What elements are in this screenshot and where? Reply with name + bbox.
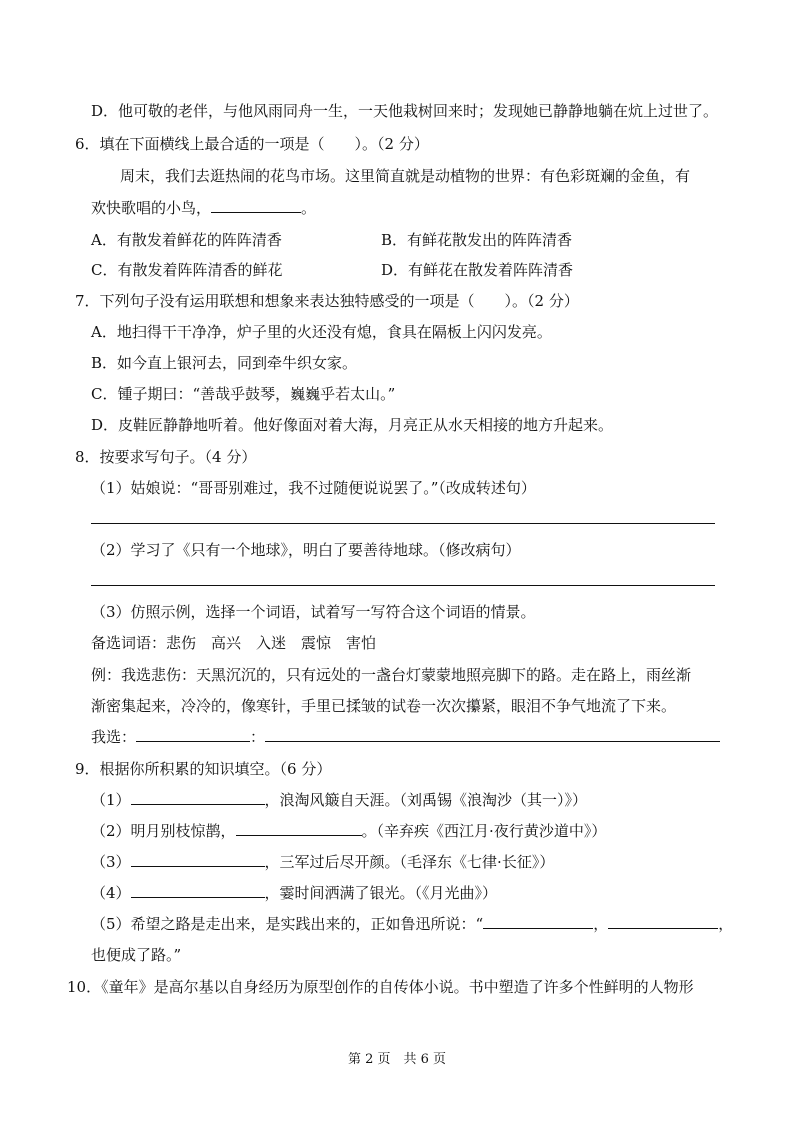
q8-choose-label: 我选： <box>91 728 137 746</box>
q6-passage-line1: 周末，我们去逛热闹的花鸟市场。这里简直就是动植物的世界：有色彩斑斓的金鱼，有 <box>120 167 691 185</box>
q6-stem: 6．填在下面横线上最合适的一项是（ ）。（2 分） <box>75 135 429 153</box>
q6-option-c: C．有散发着阵阵清香的鲜花 <box>91 261 283 279</box>
q9-item2-text: （2）明月别枝惊鹊， <box>91 822 236 840</box>
q9-item5-comma: ， <box>593 915 609 933</box>
q6-option-a: A．有散发着鲜花的阵阵清香 <box>91 231 282 249</box>
q9-blank-5a[interactable] <box>483 914 593 929</box>
q8-stem: 8．按要求写句子。（4 分） <box>75 448 257 466</box>
q9-item1 <box>91 790 587 810</box>
q8-choose-line <box>91 727 720 747</box>
q9-blank-3[interactable] <box>131 852 265 867</box>
q9-item2-end: 。（辛弃疾《西江月·夜行黄沙道中》） <box>361 822 607 840</box>
q7-option-d: D．皮鞋匠静静地听着。他好像面对着大海，月亮正从水天相接的地方升起来。 <box>91 416 614 434</box>
q7-option-c: C．锺子期曰：“善哉乎鼓琴，巍巍乎若太山。” <box>91 385 396 403</box>
q8-choose-colon: ： <box>250 728 266 746</box>
q8-example-line2: 渐密集起来，冷冷的，像寒针，手里已揉皱的试卷一次次攥紧，眼泪不争气地流了下来。 <box>91 697 677 715</box>
q9-item1-text: ，浪淘风簸自天涯。（刘禹锡《浪淘沙（其一）》） <box>264 791 588 809</box>
q9-item3-text: ，三军过后尽开颜。（毛泽东《七律·长征》） <box>264 853 555 871</box>
q8-answer-line-2[interactable] <box>91 585 715 586</box>
q8-sub3: （3）仿照示例，选择一个词语，试着写一写符合这个词语的情景。 <box>91 603 536 621</box>
q9-stem: 9．根据你所积累的知识填空。（6 分） <box>75 760 332 778</box>
q6-option-d: D．有鲜花在散发着阵阵清香 <box>381 261 574 279</box>
q6-passage-end: 。 <box>301 199 317 217</box>
q9-blank-4[interactable] <box>131 883 265 898</box>
q7-option-a: A．地扫得干干净净，炉子里的火还没有熄，食具在隔板上闪闪发亮。 <box>91 323 552 341</box>
q6-passage-line2 <box>91 198 316 218</box>
q9-item5-continued: 也便成了路。” <box>91 946 182 964</box>
q6-blank[interactable] <box>211 198 301 213</box>
q8-choose-blank[interactable] <box>136 727 250 742</box>
q9-item5 <box>91 914 733 934</box>
q8-sub2: （2）学习了《只有一个地球》，明白了要善待地球。（修改病句） <box>91 541 521 559</box>
q8-sub1: （1）姑娘说：“哥哥别难过，我不过随便说说罢了。”（改成转述句） <box>91 479 536 497</box>
q10-stem: 10．《童年》是高尔基以自身经历为原型创作的自传体小说。书中塑造了许多个性鲜明的人物形 <box>67 978 694 996</box>
q7-stem: 7．下列句子没有运用联想和想象来表达独特感受的一项是（ ）。（2 分） <box>75 292 579 310</box>
q9-item4-text: ，霎时间洒满了银光。（《月光曲》） <box>264 884 498 902</box>
q9-item4-num: （4） <box>91 884 131 902</box>
q9-item3 <box>91 852 554 872</box>
q8-word-choices: 备选词语：悲伤 高兴 入迷 震惊 害怕 <box>91 634 377 652</box>
q9-item5-text: （5）希望之路是走出来，是实践出来的，正如鲁迅所说：“ <box>91 915 484 933</box>
q9-item1-num: （1） <box>91 791 131 809</box>
q6-passage-text: 欢快歌唱的小鸟， <box>91 199 212 217</box>
q5-option-d: D．他可敬的老伴，与他风雨同舟一生，一天他栽树回来时；发现她已静静地躺在炕上过世了。 <box>91 102 719 120</box>
q8-example-line1: 例：我选悲伤：天黑沉沉的，只有远处的一盏台灯蒙蒙地照亮脚下的路。走在路上，雨丝渐 <box>91 666 692 684</box>
q8-scene-blank[interactable] <box>265 727 720 742</box>
q9-item2 <box>91 821 606 841</box>
q9-blank-1[interactable] <box>131 790 265 805</box>
q6-option-b: B．有鲜花散发出的阵阵清香 <box>381 231 573 249</box>
q9-item5-end: ， <box>718 915 734 933</box>
q9-item4 <box>91 883 497 903</box>
q7-option-b: B．如今直上银河去，同到牵牛织女家。 <box>91 354 358 372</box>
q9-blank-5b[interactable] <box>608 914 718 929</box>
q9-item3-num: （3） <box>91 853 131 871</box>
page-footer: 第 2 页 共 6 页 <box>347 1052 447 1067</box>
q9-blank-2[interactable] <box>236 821 362 836</box>
q8-answer-line-1[interactable] <box>91 523 715 524</box>
